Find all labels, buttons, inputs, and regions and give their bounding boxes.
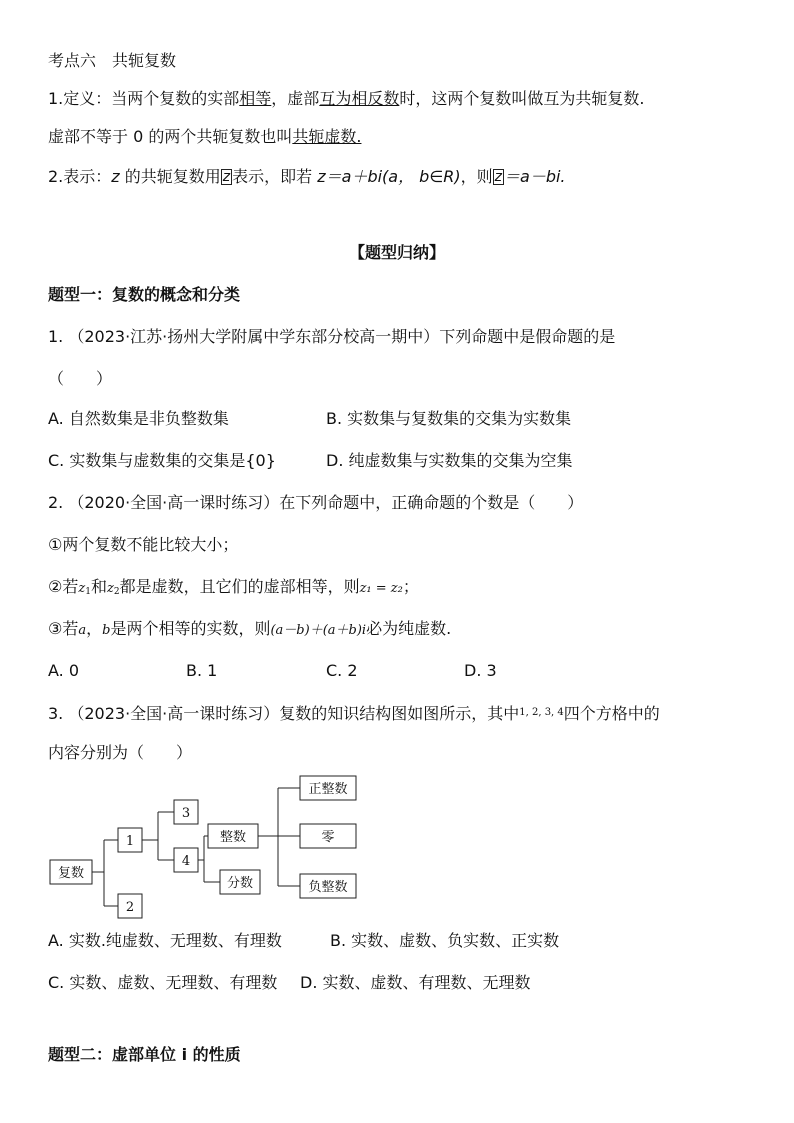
fraction-label: 分数 xyxy=(226,876,254,891)
underline-conjugate-imag: 共轭虚数. xyxy=(292,127,362,146)
box-numbers: 1, 2, 3, 4 xyxy=(519,707,564,718)
type2-title: 题型二：虚部单位 i 的性质 xyxy=(48,1045,241,1064)
q2-option-b: B. 1 xyxy=(186,661,218,680)
positive-int-label: 正整数 xyxy=(308,782,348,797)
section-heading: 考点六 共轭复数 xyxy=(48,51,177,70)
root-label: 复数 xyxy=(57,866,85,881)
q2-option-a: A. 0 xyxy=(48,661,80,680)
type1-title: 题型一：复数的概念和分类 xyxy=(48,285,241,304)
q2-statement-1: ①两个复数不能比较大小； xyxy=(48,535,239,554)
q1-option-a: A. 自然数集是非负整数集 xyxy=(48,409,229,428)
q2-statement-3: ③若a，b是两个相等的实数，则(a－b)＋(a＋b)i必为纯虚数. xyxy=(48,619,452,638)
underline-opposite: 互为相反数 xyxy=(319,89,400,108)
box-2-label: 2 xyxy=(125,900,135,915)
q2-option-c: C. 2 xyxy=(326,661,358,680)
z-bar-box: z xyxy=(222,169,231,185)
definition-line-1: 1.定义：当两个复数的实部相等，虚部互为相反数时，这两个复数叫做互为共轭复数. xyxy=(48,89,645,108)
z1-equals-z2: z₁ = z₂ xyxy=(359,581,403,596)
definition-line-2: 虚部不等于 0 的两个共轭复数也叫共轭虚数. xyxy=(48,127,362,146)
q2-option-d: D. 3 xyxy=(464,661,497,680)
box-4-label: 4 xyxy=(181,854,191,869)
q2-stem: 2. （2020·全国·高一课时练习）在下列命题中，正确命题的个数是（ ） xyxy=(48,493,584,512)
q1-option-d: D. 纯虚数集与实数集的交集为空集 xyxy=(326,451,573,470)
q1-option-b: B. 实数集与复数集的交集为实数集 xyxy=(326,409,572,428)
q3-option-b: B. 实数、虚数、负实数、正实数 xyxy=(330,931,560,950)
q3-stem: 3. （2023·全国·高一课时练习）复数的知识结构图如图所示，其中$^{1, 2, 3, 4}$四个方格中的 xyxy=(48,704,660,723)
pure-imag-expression: (a－b)＋(a＋b)i xyxy=(270,623,367,638)
q3-option-d: D. 实数、虚数、有理数、无理数 xyxy=(300,973,531,992)
z-bar-box-2: z xyxy=(494,169,503,185)
representation-line: 2.表示：z 的共轭复数用 z 表示，即若 z＝a＋bi(a， b∈R)，则 z ＝a－bi. xyxy=(48,167,566,186)
conjugate-formula: z＝a＋bi(a， b∈R) xyxy=(317,167,461,186)
integer-label: 整数 xyxy=(219,830,247,845)
structure-diagram xyxy=(40,770,380,930)
underline-equal: 相等 xyxy=(239,89,272,108)
zero-label: 零 xyxy=(321,830,335,845)
negative-int-label: 负整数 xyxy=(308,880,348,895)
box-1-label: 1 xyxy=(125,834,135,849)
box-3-label: 3 xyxy=(181,806,191,821)
q1-paren: （ ） xyxy=(48,369,113,388)
summary-title: 【题型归纳】 xyxy=(348,243,445,262)
q3-stem-2: 内容分别为（ ） xyxy=(48,743,193,762)
q1-stem: 1. （2023·江苏·扬州大学附属中学东部分校高一期中）下列命题中是假命题的是 xyxy=(48,327,616,346)
q2-statement-2: ②若$z_1$和$z_2$都是虚数，且它们的虚部相等，则z₁ = z₂； xyxy=(48,577,419,597)
q3-option-a: A. 实数.纯虚数、无理数、有理数 xyxy=(48,931,282,950)
q1-option-c: C. 实数集与虚数集的交集是{0} xyxy=(48,451,276,470)
q3-option-c: C. 实数、虚数、无理数、有理数 xyxy=(48,973,278,992)
